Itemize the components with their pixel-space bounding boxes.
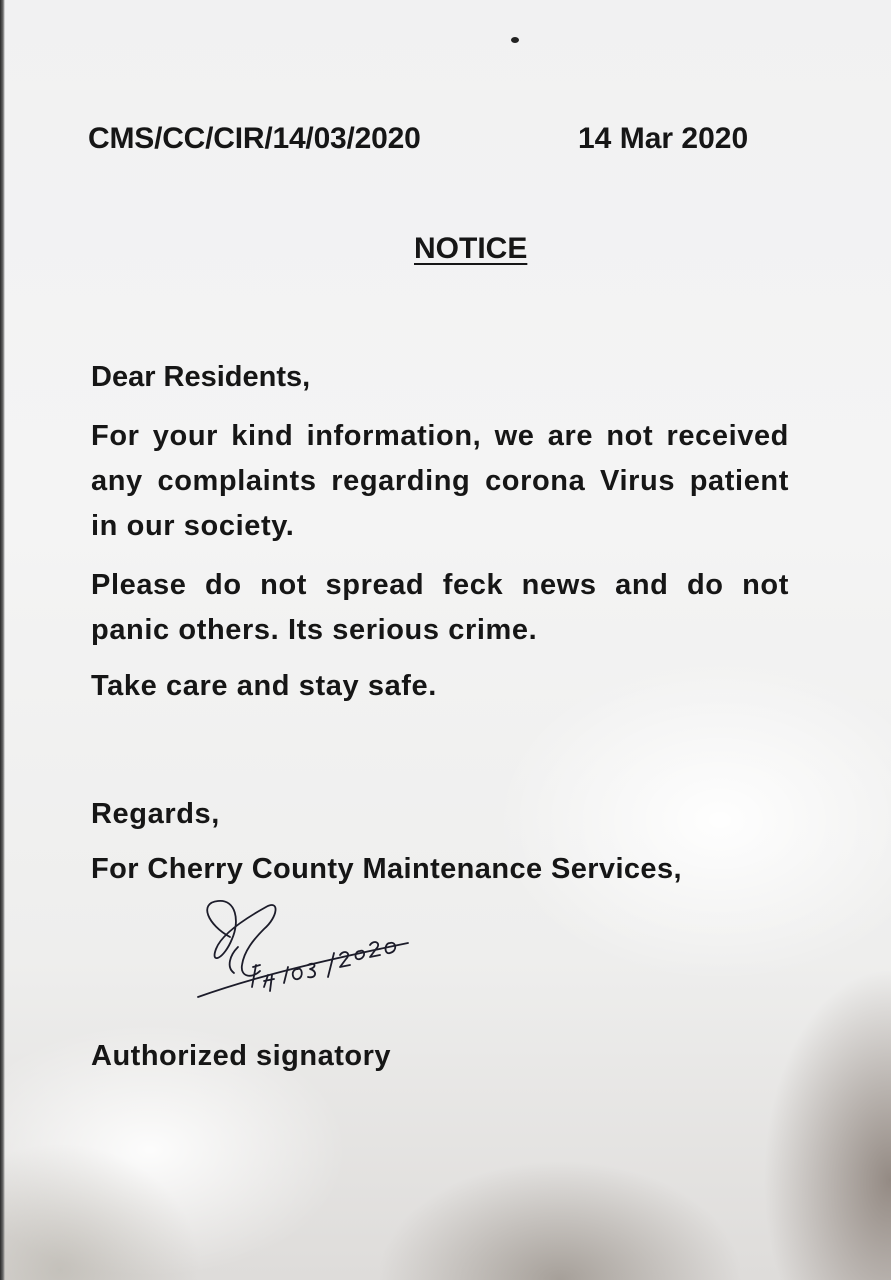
notice-title: NOTICE xyxy=(414,232,528,265)
paragraph-warning: Please do not spread feck news and do not panic others. Its serious crime. xyxy=(91,569,789,646)
paper-left-edge xyxy=(0,0,5,1280)
paragraph-information: For your kind information, we are not received any complaints regarding corona Virus patient in our society. xyxy=(91,420,789,542)
signatory-title: Authorized signatory xyxy=(91,1040,392,1072)
handwritten-signature xyxy=(190,895,420,1005)
greeting: Dear Residents, xyxy=(91,361,311,393)
reference-number: CMS/CC/CIR/14/03/2020 xyxy=(88,122,421,155)
ink-speck xyxy=(511,37,519,43)
closing: Regards, xyxy=(91,798,220,830)
notice-date: 14 Mar 2020 xyxy=(578,122,749,155)
paragraph-stay-safe: Take care and stay safe. xyxy=(91,670,437,702)
organization-name: For Cherry County Maintenance Services, xyxy=(91,853,682,885)
